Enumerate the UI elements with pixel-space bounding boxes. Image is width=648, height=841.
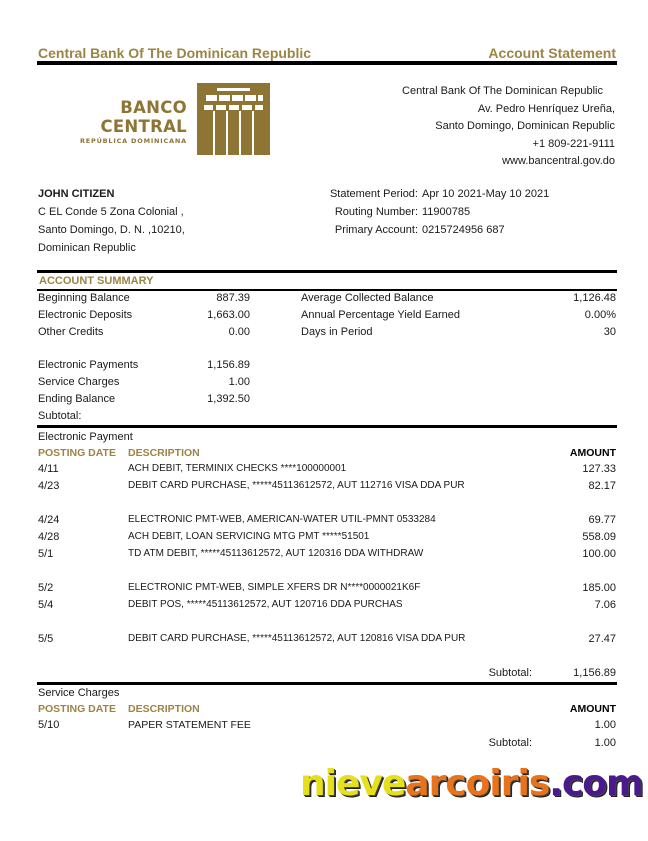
bank-address-name: Central Bank Of The Dominican Republic [402, 85, 603, 97]
summary-top-rule [37, 270, 617, 273]
summary-title-rule [37, 289, 617, 291]
bank-address [402, 83, 615, 171]
summary-row-days-in-period: Days in Period 30 [301, 326, 616, 338]
service-charges-column-headers [38, 703, 616, 717]
table-row: 4/24 ELECTRONIC PMT-WEB, AMERICAN-WATER UTIL-PMNT 0533284 69.77 [38, 514, 616, 526]
table-row: 4/28 ACH DEBIT, LOAN SERVICING MTG PMT *****51501 558.09 [38, 531, 616, 543]
primary-account-value: 0215724956 687 [422, 224, 505, 236]
subtotal-label: Subtotal: [488, 667, 532, 679]
watermark [300, 763, 643, 804]
columns-building-icon [197, 83, 270, 155]
customer-address-1: C EL Conde 5 Zona Colonial , [38, 206, 184, 218]
watermark-part-2: arcoiris [405, 763, 550, 804]
col-posting-date: POSTING DATE [38, 447, 116, 459]
col-description: DESCRIPTION [128, 447, 200, 459]
table-row: 5/4 DEBIT POS, *****45113612572, AUT 120716 DDA PURCHAS 7.06 [38, 599, 616, 611]
bank-website: www.bancentral.gov.do [502, 155, 615, 167]
electronic-payment-rule [37, 425, 617, 428]
statement-period-label: Statement Period: [329, 188, 418, 200]
summary-row-other-credits: Other Credits 0.00 [38, 326, 250, 338]
account-summary-title: ACCOUNT SUMMARY [39, 275, 154, 287]
bank-address-city: Santo Domingo, Dominican Republic [435, 120, 615, 132]
customer-address-3: Dominican Republic [38, 242, 136, 254]
table-row: 5/1 TD ATM DEBIT, *****45113612572, AUT 120316 DDA WITHDRAW 100.00 [38, 548, 616, 560]
header-rule [37, 61, 617, 65]
primary-account-label: Primary Account: [334, 224, 418, 236]
service-charges-rule [37, 682, 617, 685]
watermark-part-1: nieve [300, 763, 406, 804]
service-charges-subtotal [38, 737, 616, 754]
customer-name: JOHN CITIZEN [38, 188, 115, 200]
col-amount: AMOUNT [569, 703, 616, 715]
col-amount: AMOUNT [569, 447, 616, 459]
electronic-payment-column-headers [38, 447, 616, 461]
bank-address-street: Av. Pedro Henríquez Ureña, [477, 102, 615, 115]
logo-line1: BANCO CENTRAL [100, 98, 187, 136]
summary-row-subtotal: Subtotal: [38, 410, 82, 422]
summary-row-ending-balance: Ending Balance 1,392.50 [38, 393, 250, 405]
header-doc-title: Account Statement [488, 45, 616, 61]
summary-row-electronic-payments: Electronic Payments 1,156.89 [38, 359, 250, 371]
summary-row-beginning-balance: Beginning Balance 887.39 [38, 292, 250, 304]
routing-number-label: Routing Number: [334, 206, 418, 218]
electronic-payment-title: Electronic Payment [38, 431, 133, 443]
summary-row-service-charges: Service Charges 1.00 [38, 376, 250, 388]
logo-line2: REPÚBLICA DOMINICANA [79, 137, 187, 145]
statement-period-value: Apr 10 2021-May 10 2021 [422, 188, 550, 200]
table-row: 5/2 ELECTRONIC PMT-WEB, SIMPLE XFERS DR N****0000021K6F 185.00 [38, 582, 616, 594]
subtotal-value: 1,156.89 [573, 667, 616, 679]
bank-phone: +1 809-221-9111 [532, 137, 615, 150]
summary-row-electronic-deposits: Electronic Deposits 1,663.00 [38, 309, 250, 321]
subtotal-label: Subtotal: [488, 737, 532, 749]
statement-info-values [422, 185, 549, 239]
customer-block [38, 185, 185, 257]
table-row: 4/11 ACH DEBIT, TERMINIX CHECKS ****100000001 127.33 [38, 463, 616, 475]
col-posting-date: POSTING DATE [38, 703, 116, 715]
service-charges-title: Service Charges [38, 687, 120, 699]
logo-text [42, 98, 187, 145]
watermark-part-3: .com [549, 763, 643, 804]
routing-number-value: 11900785 [422, 206, 471, 218]
table-row: 5/5 DEBIT CARD PURCHASE, *****45113612572, AUT 120816 VISA DDA PUR 27.47 [38, 633, 616, 645]
customer-address-2: Santo Domingo, D. N. ,10210, [38, 224, 185, 236]
table-row: 5/10 PAPER STATEMENT FEE 1.00 [38, 719, 616, 731]
summary-row-apy-earned: Annual Percentage Yield Earned 0.00% [301, 309, 616, 321]
col-description: DESCRIPTION [128, 703, 200, 715]
summary-row-average-collected-balance: Average Collected Balance 1,126.48 [301, 292, 616, 304]
subtotal-value: 1.00 [594, 737, 616, 749]
statement-info-labels [300, 185, 418, 239]
header-bank-name: Central Bank Of The Dominican Republic [38, 45, 312, 61]
table-row: 4/23 DEBIT CARD PURCHASE, *****45113612572, AUT 112716 VISA DDA PUR 82.17 [38, 480, 616, 492]
